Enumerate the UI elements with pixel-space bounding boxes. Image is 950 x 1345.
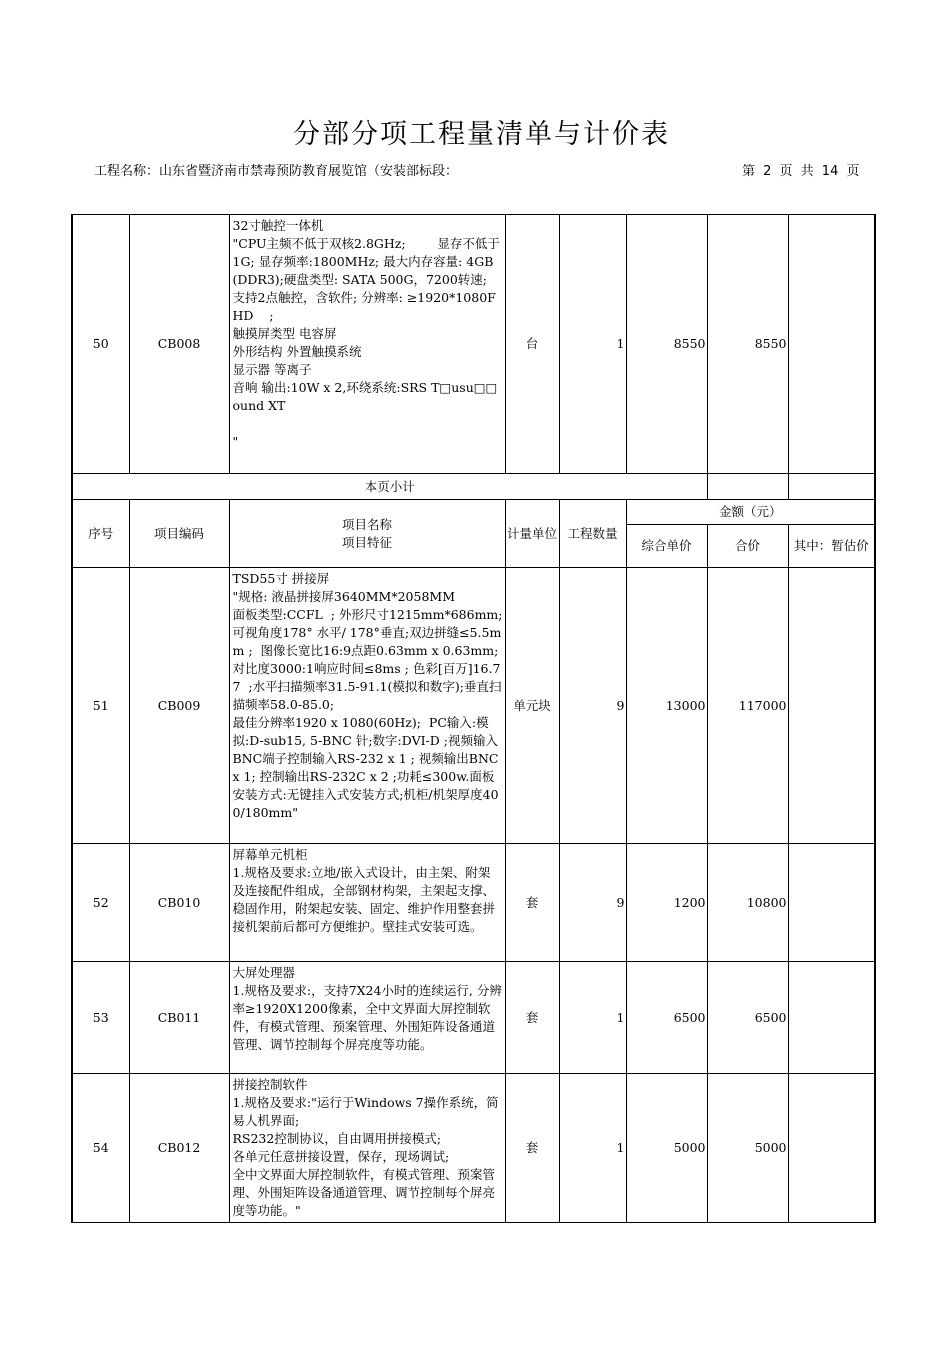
header-seq: 序号 — [72, 500, 129, 568]
table-row — [72, 215, 875, 474]
row-unit-price: 13000 — [626, 568, 707, 844]
page-info: 第 2 页 共 14 页 — [742, 164, 860, 179]
table-row — [72, 962, 875, 1074]
header-code: 项目编码 — [129, 500, 229, 568]
row-code: CB011 — [129, 962, 229, 1074]
header-unit: 计量单位 — [505, 500, 559, 568]
row-total: 117000 — [707, 568, 788, 844]
row-seq: 53 — [72, 962, 129, 1074]
header-provisional: 其中：暂估价 — [788, 525, 875, 568]
row-feature: 屏幕单元机柜 1.规格及要求:立地/嵌入式设计，由主架、附架及连接配件组成，全部钢材构架，主架起支撑、稳固作用，附架起安装、固定、维护作用整套拼接机架前后都可方便维护。壁挂式安装可选。 — [229, 844, 505, 962]
row-provisional — [788, 1074, 875, 1223]
row-total: 8550 — [707, 215, 788, 474]
row-code: CB010 — [129, 844, 229, 962]
table-row — [72, 844, 875, 962]
row-unit: 套 — [505, 962, 559, 1074]
row-seq: 51 — [72, 568, 129, 844]
header-unit-price: 综合单价 — [626, 525, 707, 568]
row-qty: 9 — [559, 844, 626, 962]
row-feature: 大屏处理器 1.规格及要求:，支持7X24小时的连续运行, 分辨率≥1920X1200像素，全中文界面大屏控制软件，有模式管理、预案管理、外围矩阵设备通道管理、调节控制每个屏亮度等功能。 — [229, 962, 505, 1074]
header-amount: 金额（元） — [626, 500, 875, 525]
bill-table — [71, 214, 876, 1223]
row-qty: 1 — [559, 215, 626, 474]
project-name: 工程名称：山东省暨济南市禁毒预防教育展览馆（安装部标段： — [94, 164, 459, 179]
row-total: 5000 — [707, 1074, 788, 1223]
row-unit-price: 8550 — [626, 215, 707, 474]
row-provisional — [788, 215, 875, 474]
row-unit: 套 — [505, 844, 559, 962]
row-qty: 1 — [559, 1074, 626, 1223]
row-code: CB012 — [129, 1074, 229, 1223]
row-seq: 52 — [72, 844, 129, 962]
row-provisional — [788, 962, 875, 1074]
row-total: 6500 — [707, 962, 788, 1074]
row-code: CB009 — [129, 568, 229, 844]
row-unit-price: 6500 — [626, 962, 707, 1074]
row-seq: 54 — [72, 1074, 129, 1223]
table-row — [72, 1074, 875, 1223]
row-unit: 单元块 — [505, 568, 559, 844]
row-qty: 1 — [559, 962, 626, 1074]
row-unit-price: 5000 — [626, 1074, 707, 1223]
header-total: 合价 — [707, 525, 788, 568]
row-feature: 拼接控制软件 1.规格及要求:"运行于Windows 7操作系统，简易人机界面; RS232控制协议，自由调用拼接模式; 各单元任意拼接设置，保存，现场调试; 全中文界面大屏控制软件，有模式管理、预案管理、外围矩阵设备通道管理、调节控制每个屏亮度等功能。" — [229, 1074, 505, 1223]
header-row — [72, 500, 875, 525]
row-seq: 50 — [72, 215, 129, 474]
row-code: CB008 — [129, 215, 229, 474]
row-qty: 9 — [559, 568, 626, 844]
row-provisional — [788, 844, 875, 962]
row-total: 10800 — [707, 844, 788, 962]
subtotal-label: 本页小计 — [72, 474, 707, 500]
row-feature: 32寸触控一体机 "CPU主频不低于双核2.8GHz; 显存不低于1G; 显存频率:1800MHz; 最大内存容量: 4GB(DDR3);硬盘类型: SATA 500G，7200转速; 支持2点触控，含软件; 分辨率: ≥1920*1080FHD ; 触摸屏类型 电容屏 外形结构 外置触摸系统 显示器 等离子 音响 输出:10W x 2,环绕系统:SRS T□usu□□ound XT " — [229, 215, 505, 474]
row-unit: 台 — [505, 215, 559, 474]
page-title: 分部分项工程量清单与计价表 — [293, 119, 670, 150]
row-provisional — [788, 568, 875, 844]
row-feature: TSD55寸 拼接屏 "规格: 液晶拼接屏3640MM*2058MM 面板类型:CCFL ; 外形尺寸1215mm*686mm;可视角度178° 水平/ 178°垂直;双边拼缝≤5.5mm ; 图像长宽比16:9点距0.63mm x 0.63mm; 对比度3000:1响应时间≤8ms ; 色彩[百万]16.77 ;水平扫描频率31.5-91.1(模拟和数字);垂直扫描频率58.0-85.0; 最佳分辨率1920 x 1080(60Hz); PC输入:模拟:D-sub15, 5-BNC 针;数字:DVI-D ;视频输入BNC端子控制输入RS-232 x 1 ; 视频输出BNC x 1; 控制输出RS-232C x 2 ;功耗≤300w.面板安装方式:无键挂入式安装方式;机柜/机架厚度400/180mm" — [229, 568, 505, 844]
subtotal-total — [707, 474, 788, 500]
row-unit-price: 1200 — [626, 844, 707, 962]
row-unit: 套 — [505, 1074, 559, 1223]
subtotal-row — [72, 474, 875, 500]
subtotal-provisional — [788, 474, 875, 500]
header-qty: 工程数量 — [559, 500, 626, 568]
header-name: 项目名称 项目特征 — [229, 500, 505, 568]
table-row — [72, 568, 875, 844]
